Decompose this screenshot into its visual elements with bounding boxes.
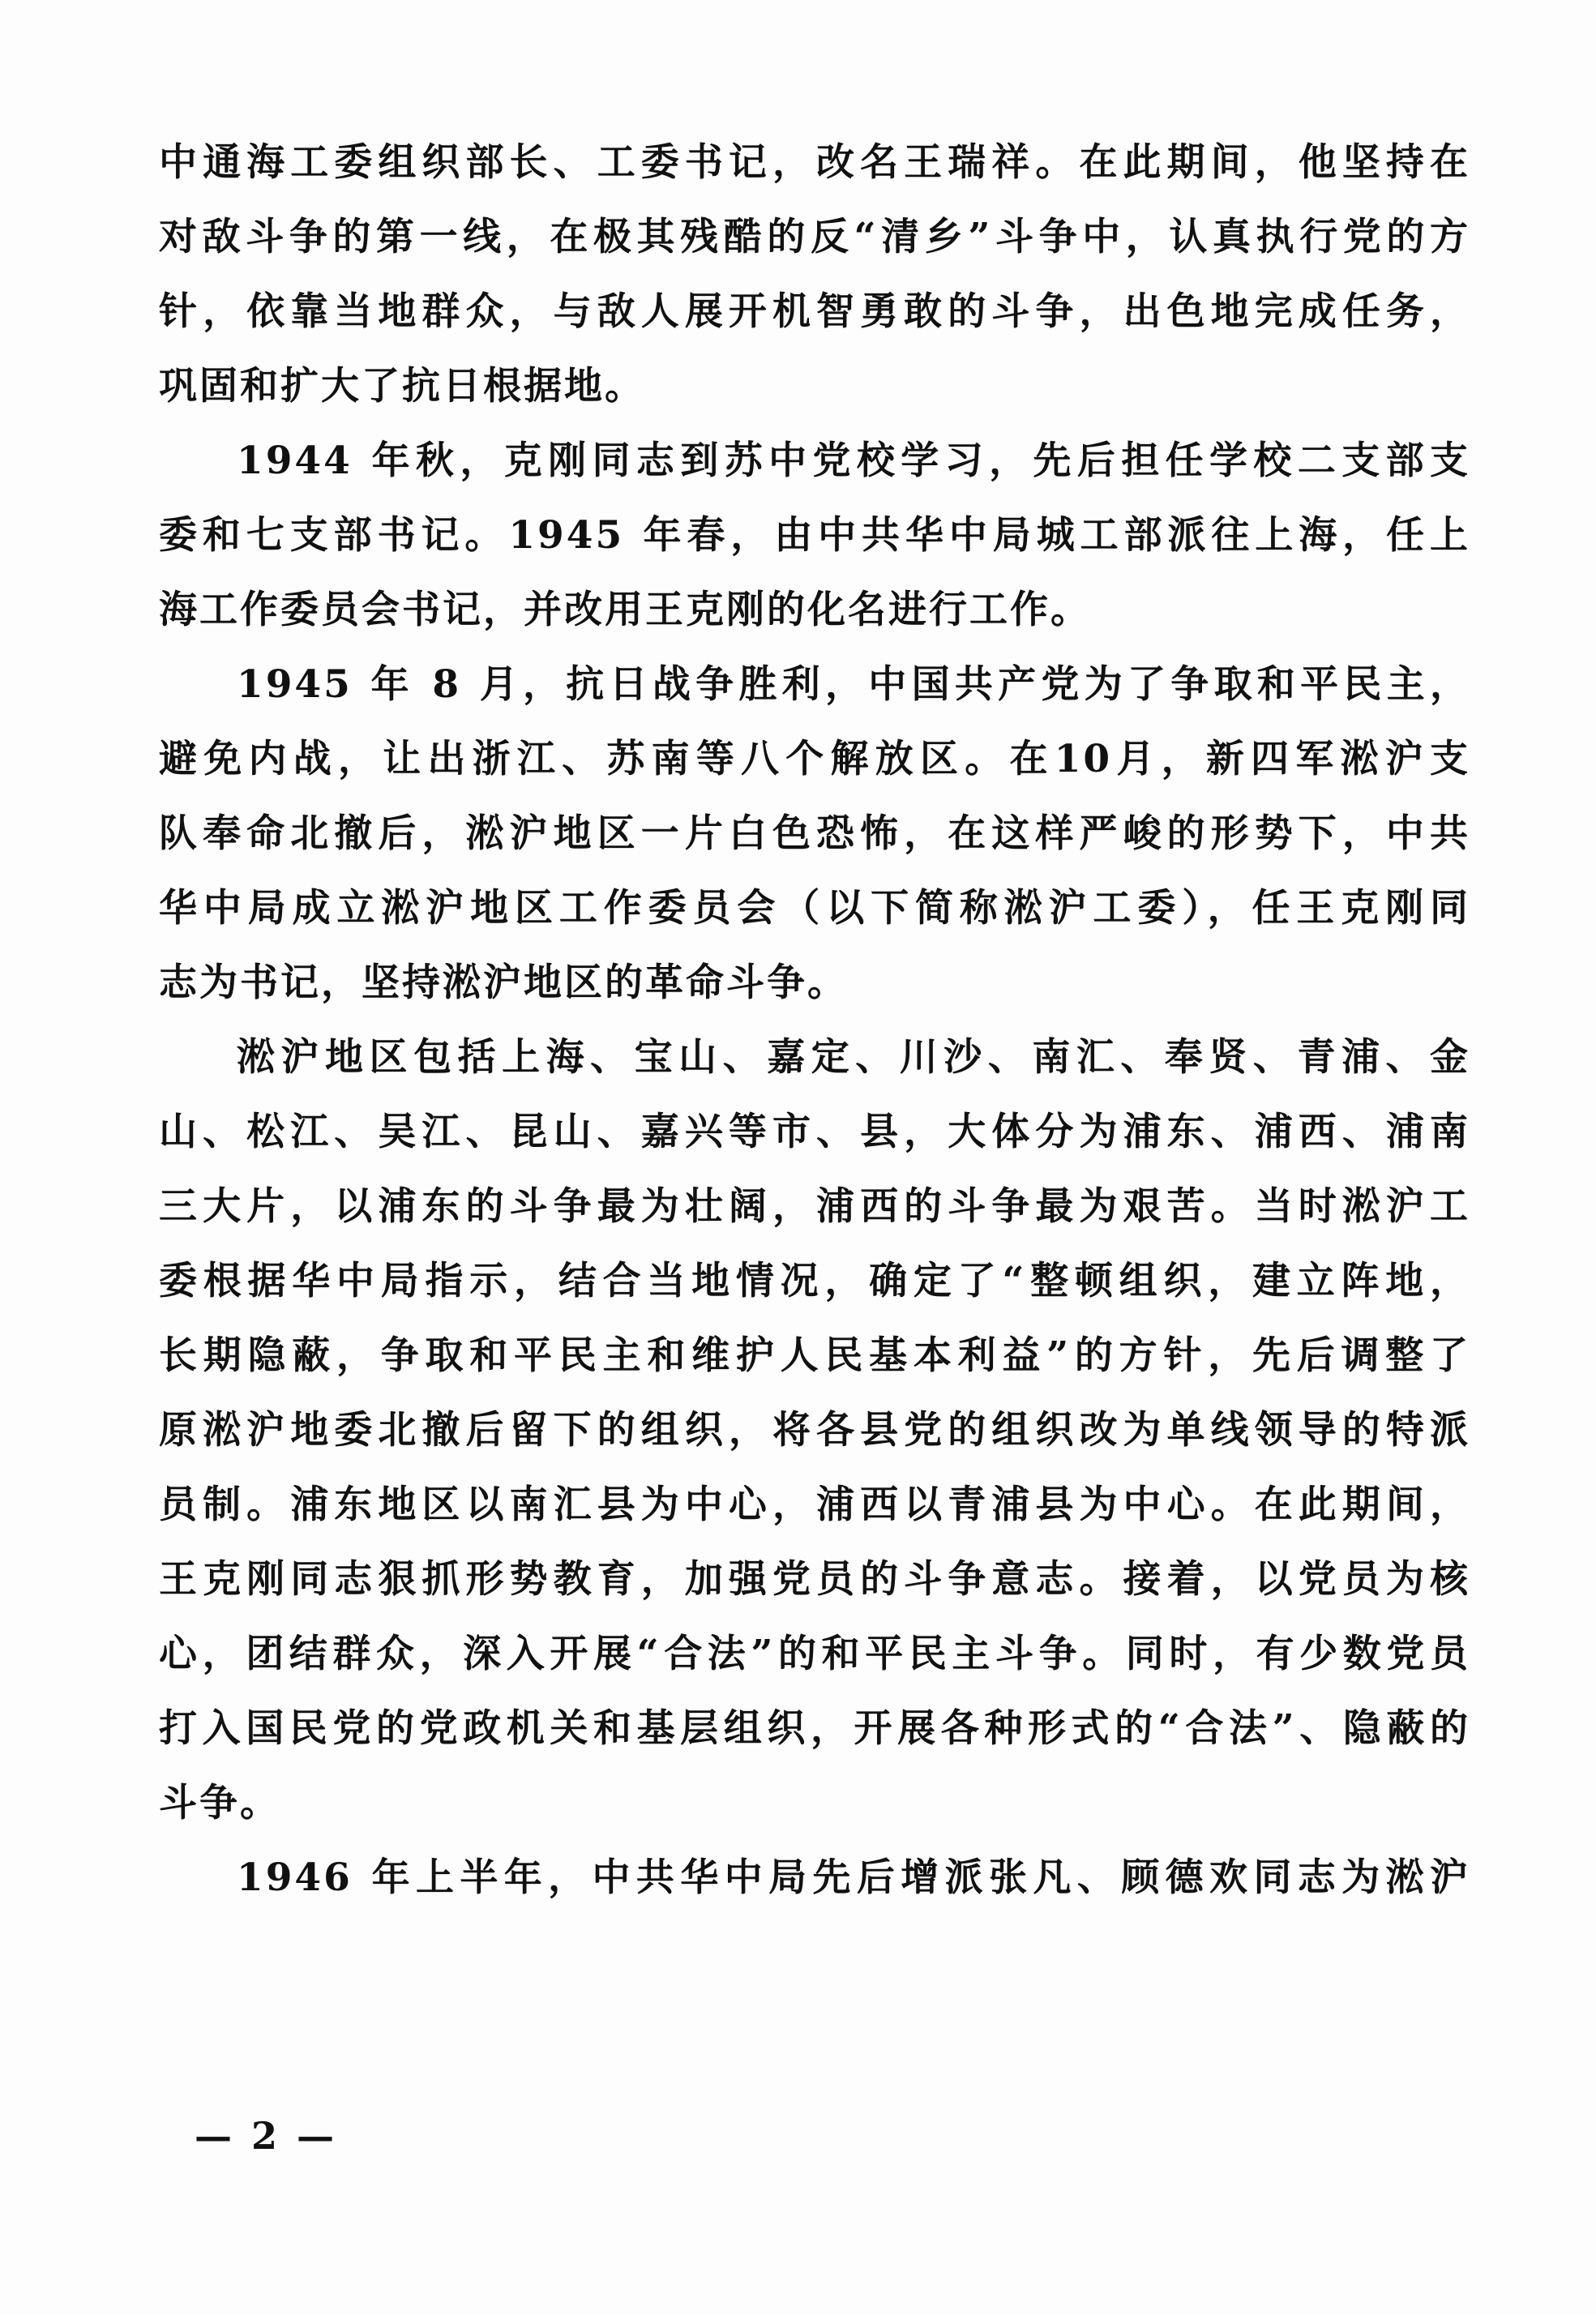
- text-line: 员制。浦东地区以南汇县为中心，浦西以青浦县为中心。在此期间，: [159, 1483, 1470, 1527]
- text-line: 针，依靠当地群众，与敌人展开机智勇敢的斗争，出色地完成任务，: [159, 289, 1470, 334]
- text-line: 志为书记，坚持淞沪地区的革命斗争。: [159, 961, 848, 1005]
- text-line: 巩固和扩大了抗日根据地。: [159, 364, 645, 409]
- text-line: 避免内战，让出浙江、苏南等八个解放区。在10月，新四军淞沪支: [159, 737, 1470, 781]
- text-line: 1945 年 8 月，抗日战争胜利，中国共产党为了争取和平民主，: [237, 662, 1470, 707]
- text-line: 心，团结群众，深入开展“合法”的和平民主斗争。同时，有少数党员: [159, 1632, 1470, 1676]
- text-line: 山、松江、吴江、昆山、嘉兴等市、县，大体分为浦东、浦西、浦南: [159, 1110, 1470, 1154]
- text-line: 1946 年上半年，中共华中局先后增派张凡、顾德欢同志为淞沪: [237, 1855, 1470, 1900]
- text-line: 1944 年秋，克刚同志到苏中党校学习，先后担任学校二支部支: [237, 439, 1470, 483]
- paragraph-1: [159, 126, 1470, 424]
- text-line: 委根据华中局指示，结合当地情况，确定了“整顿组织，建立阵地，: [159, 1259, 1470, 1303]
- text-line: 淞沪地区包括上海、宝山、嘉定、川沙、南汇、奉贤、青浦、金: [237, 1035, 1470, 1080]
- text-line: 三大片，以浦东的斗争最为壮阔，浦西的斗争最为艰苦。当时淞沪工: [159, 1184, 1470, 1229]
- text-line: 斗争。: [159, 1781, 280, 1825]
- text-line: 中通海工委组织部长、工委书记，改名王瑞祥。在此期间，他坚持在: [159, 140, 1470, 185]
- text-line: 委和七支部书记。1945 年春，由中共华中局城工部派往上海，任上: [159, 513, 1470, 558]
- text-line: 王克刚同志狠抓形势教育，加强党员的斗争意志。接着，以党员为核: [159, 1557, 1470, 1602]
- paragraph-5: [159, 1841, 1470, 1915]
- paragraph-2: [159, 424, 1470, 648]
- body-text: [159, 126, 1470, 1915]
- text-line: 对敌斗争的第一线，在极其残酷的反“清乡”斗争中，认真执行党的方: [159, 215, 1470, 259]
- paragraph-3: [159, 648, 1470, 1021]
- text-line: 长期隐蔽，争取和平民主和维护人民基本利益”的方针，先后调整了: [159, 1333, 1470, 1378]
- text-line: 队奉命北撤后，淞沪地区一片白色恐怖，在这样严峻的形势下，中共: [159, 811, 1470, 856]
- text-line: 打入国民党的党政机关和基层组织，开展各种形式的“合法”、隐蔽的: [159, 1706, 1470, 1751]
- text-line: 华中局成立淞沪地区工作委员会（以下简称淞沪工委），任王克刚同: [159, 886, 1470, 931]
- text-line: 海工作委员会书记，并改用王克刚的化名进行工作。: [159, 588, 1091, 632]
- text-line: 原淞沪地委北撤后留下的组织，将各县党的组织改为单线领导的特派: [159, 1408, 1470, 1453]
- page-number: — 2 —: [195, 2114, 338, 2158]
- paragraph-4: [159, 1021, 1470, 1841]
